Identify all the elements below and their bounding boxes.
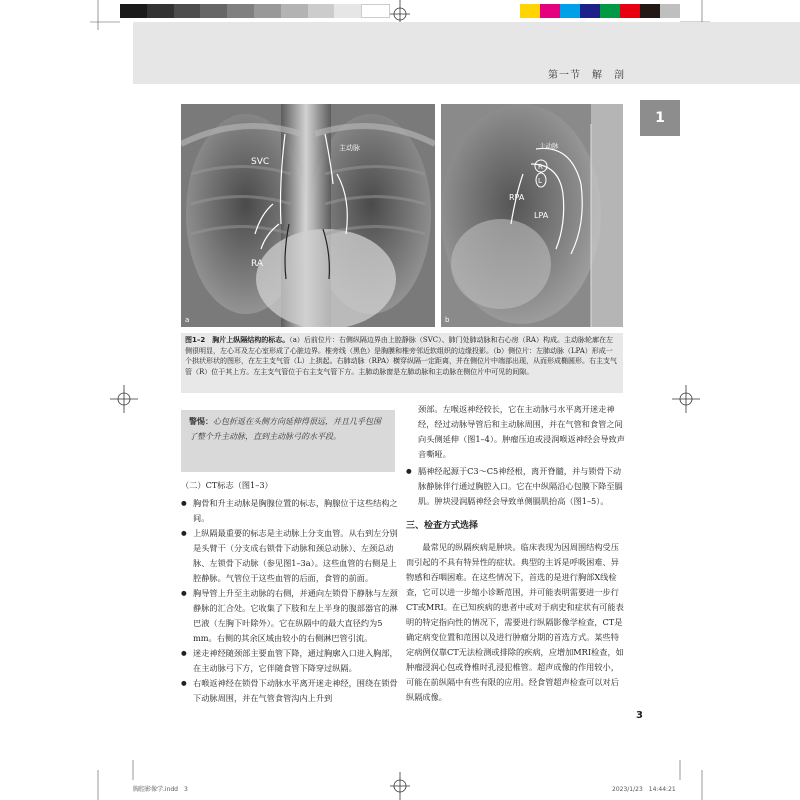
figure-caption	[181, 333, 623, 393]
panel-letter-b: b	[445, 316, 450, 324]
page-number: 3	[636, 710, 643, 721]
section-3-paragraph: 最常见的纵隔疾病是肿块。临床表现为因周围结构受压而引起的不具有特异性的症状。典型的主诉是呼吸困难、异物感和吞咽困难。在这些情况下，首选的是进行胸部X线检查，它可以进一步缩小诊断范围，并可能表明需要进一步行CT或MRI。在已知疾病的患者中或对于病史和症状有可能表明的特定指向性的情况下，需要进行纵隔影像学检查，CT是确定病变位置和范围以及进行肿瘤分期的首选方式。某些特定病例仅靠CT无法检测或排除的疾病，应增加MRI检查，如肿瘤浸润心包或脊椎时孔浸犯椎管。超声成像的作用较小，可能在前纵隔中有些有限的应用。经食管超声检查可以对后纵隔成像。	[406, 542, 624, 702]
warning-label: 警惕：	[189, 416, 213, 426]
continuation-paragraph: 颈部。左喉返神经较长，它在主动脉弓水平离开迷走神经，经过动脉导管后和主动脉周围，并在气管和食管之间向头侧延伸（图1–4）。肿瘤压迫或浸润喉返神经会导致声音嘶哑。	[418, 404, 625, 459]
label-r: R	[538, 163, 543, 171]
list-item: ● 膈神经起源于C3～C5神经根，离开脊髓，并与锁骨下动脉静脉伴行通过胸腔入口。它在中纵隔沿心包膜下降至膈肌。肿块浸润膈神经会导致单侧膈肌抬高（图1–5）。	[406, 464, 626, 509]
section-3-heading: 三、检查方式选择	[406, 521, 479, 531]
ct-landmarks-heading: （二）CT标志（图1–3）	[181, 480, 273, 490]
list-item: ● 上纵隔最重要的标志是主动脉上分支血管。从右到左分别是头臂干（分支成右锁骨下动脉和颈总动脉）、左颈总动脉、左锁骨下动脉（参见图1–3a）。这些血管的右侧是上腔静脉。气管位于这些血管的后面，食管的前面。	[181, 526, 399, 586]
label-svc: SVC	[251, 157, 270, 167]
label-aorta: 主动脉	[339, 144, 360, 152]
left-text-column	[181, 478, 399, 706]
label-aorta-lateral: 主动脉	[539, 142, 559, 150]
label-lpa: LPA	[534, 211, 549, 220]
footer-file-name: 胸腔影像学.indd 3	[133, 786, 188, 793]
list-item: ● 右喉返神经在锁骨下动脉水平离开迷走神经，围绕在锁骨下动脉周围，并在气管食管沟内上升到	[181, 676, 399, 706]
label-l: L	[538, 177, 542, 185]
list-item: ● 胸导管上升至主动脉的右侧，并通向左锁骨下静脉与左颈静脉的汇合处。它收集了下肢和左上半身的腹部器官的淋巴液（左胸下叶除外）。它在纵隔中的最大直径约为5 mm。右侧的其余区域由较小的右侧淋巴管引流。	[181, 586, 399, 646]
label-ra: RA	[251, 259, 264, 269]
right-text-column	[406, 402, 626, 705]
section-running-header: 第一节 解 剖	[548, 70, 625, 81]
warning-box	[181, 410, 395, 472]
chapter-tab: 1	[640, 100, 680, 136]
chest-xray-pa-image	[181, 104, 435, 327]
list-item: ● 迷走神经随颈部主要血管下降，通过胸廓入口进入胸部，在主动脉弓下方，它伴随食管下降穿过纵隔。	[181, 646, 399, 676]
header-band	[133, 22, 800, 84]
list-item: ● 胸骨和升主动脉是胸腺位置的标志，胸腺位于这些结构之间。	[181, 496, 399, 526]
label-rpa: RPA	[509, 193, 525, 202]
panel-letter-a: a	[185, 316, 190, 324]
chest-xray-lateral-image	[441, 104, 623, 327]
caption-text: （a）后前位片：右侧纵隔边界由上腔静脉（SVC）、肺门处肺动脉和右心房（RA）构成。主动脉轮廓在左侧很明显，左心耳及左心室形成了心脏边界。椎旁线（黑色）是胸膜和椎旁邻近软组织的边缘投影。（b）侧位片：左肺动脉（LPA）形成一个拱状形状的图形，在左主支气管（L）上拱起。右肺动脉（RPA）横穿纵隔一定距离，并在侧位片中端部出现，从而形成椭圆形。右主支气管（R）位于其上方。左主支气管位于右主支气管下方。主肺动脉窗是左肺动脉和主动脉在侧位片中可见的间隙。	[185, 336, 618, 376]
footer-timestamp: 2023/1/23 14:44:21	[612, 786, 676, 793]
caption-title: 图1–2 胸片上纵隔结构的标志。	[185, 336, 290, 344]
warning-text: 心包折返在头侧方向延伸得很远，并且几乎包围了整个升主动脉，直到主动脉弓的水平段。	[189, 417, 381, 441]
